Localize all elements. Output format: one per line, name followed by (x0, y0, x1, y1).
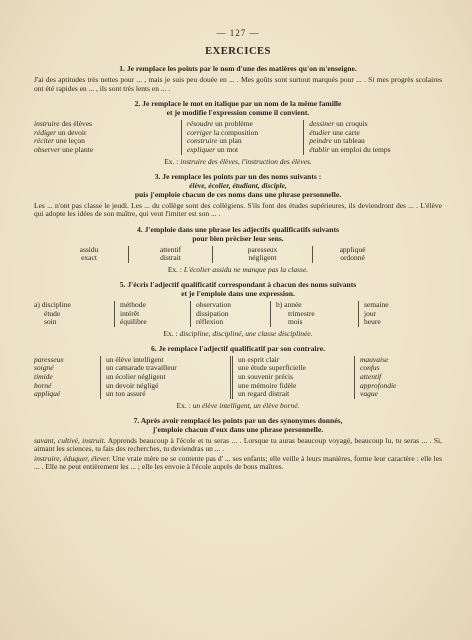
list-item: exact (81, 253, 97, 263)
list-item: mauvaise (360, 354, 389, 364)
list-item: une étude superficielle (238, 363, 306, 373)
list-item: intérêt (120, 308, 140, 318)
list-item: un regard distrait (238, 389, 290, 399)
list-item: borné (34, 380, 52, 390)
list-item: dessiner un croquis (309, 119, 368, 129)
list-item: corriger la composition (186, 127, 259, 137)
exercise-5-heading-line-1: 5. J'écris l'adjectif qualificatif correspondant à chacun des noms suivants (119, 279, 357, 289)
list-item: semaine (364, 299, 389, 309)
exercise-3 (34, 172, 442, 219)
list-item: équilibre (120, 317, 147, 327)
list-item: paresseux (247, 244, 278, 254)
exercise-7-paragraph-2: instruire, éduquer, élever. Une vraie mère ne se contente pas d' ... ses enfants; elle veille à leurs manières, forme leur caractère : elle les ... . Elle ne peut entièrement les ... ; elle les envoie à l'école auprès de bons maîtres. (34, 453, 442, 472)
list-item: attentif (159, 244, 182, 254)
list-item: dissipation (196, 308, 229, 318)
list-item: paresseux (34, 354, 64, 364)
exercise-2-column-2 (181, 120, 303, 154)
exercise-5-column-2 (114, 301, 190, 327)
exercise-6-column-3 (230, 356, 354, 399)
list-item: négligent (248, 253, 277, 263)
list-item: confus (360, 363, 380, 373)
list-item: construire un plan (186, 136, 242, 146)
exercise-4-column-1 (50, 246, 128, 263)
list-item: observer une plante (34, 144, 94, 154)
exercise-4-column-2 (128, 246, 212, 263)
list-item: un devoir négligé (106, 380, 159, 390)
exercise-1 (34, 64, 442, 93)
list-item: méthode (120, 299, 146, 309)
list-item: approfondie (360, 380, 397, 390)
list-item: observation (196, 299, 231, 309)
list-item: un souvenir précis (238, 371, 293, 381)
exercise-2-column-3 (303, 120, 442, 154)
list-item: soin (44, 317, 57, 327)
list-item: expliquer un mot (186, 144, 239, 154)
list-item: attentif (360, 371, 382, 381)
exercise-4-heading-line-1: 4. J'emploie dans une phrase les adjectifs qualificatifs suivants (137, 224, 339, 234)
list-item: rédiger un devoir (34, 127, 87, 137)
exercise-1-heading: 1. Je remplace les points par le nom d'une des matières qu'on m'enseigne. (119, 64, 357, 73)
exercise-6-word-table (34, 356, 442, 399)
list-item: un écolier négligent (106, 371, 166, 381)
list-item: un esprit clair (238, 354, 280, 364)
exercise-5-column-4 (270, 301, 358, 327)
list-item: instruire des élèves (34, 119, 93, 129)
list-item: un camarade travailleur (106, 363, 177, 373)
exercise-2-column-1 (34, 120, 181, 154)
list-item: mois (288, 317, 303, 327)
exercise-5-word-table (34, 301, 442, 327)
exercise-7-heading-line-1: 7. Après avoir remplacé les points par un des synonymes donnés, (133, 415, 343, 425)
exercise-1-text: J'ai des aptitudes très nettes pour ... , mais je suis peu douée en ... . Mes goûts sont surtout marqués pour ... . Si mes progrès scolaires ont été rapides en ... , ils sont très lents en ... . (34, 75, 442, 93)
list-item: un élève intelligent (106, 354, 164, 364)
exercise-2-example: Ex. : instruire des élèves, l'instruction des élèves. (164, 156, 312, 166)
exercise-6-column-4 (354, 356, 438, 399)
exercise-4 (34, 225, 442, 274)
exercise-5-column-1 (34, 301, 114, 327)
list-item: soigné (34, 363, 54, 373)
exercise-4-column-3 (212, 246, 312, 263)
exercise-7-word-list-1: savant, cultivé, instruit. (34, 435, 106, 445)
list-item: résoudre un problème (186, 119, 253, 129)
exercise-7 (34, 416, 442, 472)
list-item: a) discipline (34, 299, 71, 309)
list-item: appliqué (34, 389, 61, 399)
exercise-3-word-list: élève, écolier, étudiant, disciple, (189, 180, 287, 190)
list-item: peindre un tableau (309, 136, 365, 146)
exercise-5-column-5 (358, 301, 438, 327)
list-item: timide (34, 371, 53, 381)
exercise-3-text: Les ... n'ont pas classe le jeudi. Les ... du collège sont des collégiens. S'ils font des études supérieures, ils deviendront des ... . L'élève qui adopte les idées de son maître, qui veut l'imiter est son ... . (34, 200, 442, 219)
list-item: étude (44, 308, 61, 318)
exercise-7-word-list-2: instruire, éduquer, élever. (34, 453, 111, 463)
exercise-2-word-table (34, 120, 442, 154)
exercise-4-heading-line-2: pour bien préciser leur sens. (192, 233, 284, 243)
exercise-4-column-4 (312, 246, 392, 263)
exercise-3-heading-line-2: puis j'emploie chacun de ces noms dans une phrase personnelle. (134, 189, 342, 199)
list-item: ordonné (340, 253, 365, 263)
exercise-6-heading: 6. Je remplace l'adjectif qualificatif par son contraire. (151, 343, 325, 353)
exercise-4-word-table (50, 246, 442, 263)
page-number: — 127 — (216, 28, 260, 38)
list-item: heure (364, 317, 381, 327)
exercise-4-example: Ex. : L'écolier assidu ne manque pas la classe. (167, 264, 309, 274)
list-item: b) année (276, 299, 302, 309)
exercise-2-heading-line-1: 2. Je remplace le mot en italique par un nom de la même famille (134, 99, 342, 109)
list-item: assidu (79, 244, 99, 254)
exercise-2 (34, 99, 442, 165)
list-item: appliqué (339, 244, 366, 254)
list-item: établir un emploi du temps (309, 144, 391, 154)
list-item: réciter une leçon (34, 136, 85, 146)
list-item: un ton assuré (106, 389, 146, 399)
exercise-5-heading-line-2: et je l'emploie dans une expression. (181, 288, 295, 298)
exercise-6 (34, 344, 442, 410)
list-item: trimestre (288, 308, 315, 318)
list-item: étudier une carte (309, 127, 360, 137)
list-item: une mémoire fidèle (238, 380, 297, 390)
list-item: vague (360, 389, 378, 399)
exercise-5-example: Ex. : discipline, discipliné, une classe disciplinée. (163, 328, 313, 338)
list-item: jour (364, 308, 377, 318)
exercise-5 (34, 280, 442, 338)
exercise-7-heading-line-2: j'emploie chacun d'eux dans une phrase personnelle. (152, 424, 324, 434)
exercise-5-column-3 (190, 301, 270, 327)
exercise-2-heading-line-2: et je modifie l'expression comme il convient. (166, 108, 310, 118)
exercise-6-column-2 (100, 356, 230, 399)
page-title: EXERCICES (205, 46, 271, 57)
exercise-7-paragraph-1: savant, cultivé, instruit. Apprends beaucoup à l'école et tu seras ... . Lorsque tu auras beaucoup voyagé, beaucoup lu, tu seras ... . Si, aimant les sciences, tu fais des recherches, tu deviendras un ... . (34, 435, 442, 454)
list-item: distrait (160, 253, 181, 263)
list-item: réflexion (196, 317, 224, 327)
exercise-6-column-1 (34, 356, 100, 399)
exercise-3-heading-line-1: 3. Je remplace les points par un des noms suivants : (154, 171, 322, 181)
exercise-6-example: Ex. : un élève intelligent, un élève borné. (176, 400, 300, 410)
